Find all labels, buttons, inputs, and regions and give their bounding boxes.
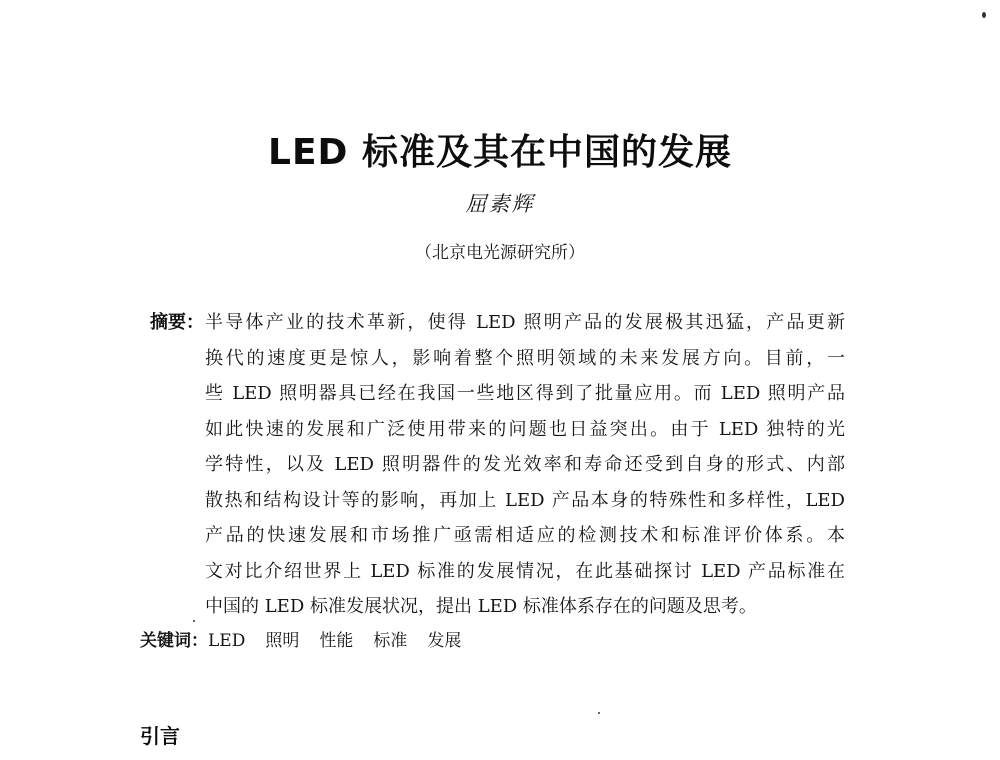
scan-speck xyxy=(193,620,195,622)
author-name: 屈素辉 xyxy=(465,192,535,216)
section-heading-introduction: 引言 xyxy=(140,724,180,748)
abstract-line: 散热和结构设计等的影响，再加上 LED 产品本身的特殊性和多样性，LED xyxy=(205,489,845,511)
keyword: LED xyxy=(208,631,246,651)
abstract-line: 学特性，以及 LED 照明器件的发光效率和寿命还受到自身的形式、内部 xyxy=(205,454,845,475)
paper-title: LED 标准及其在中国的发展 xyxy=(268,132,732,173)
scan-speck xyxy=(982,12,986,18)
abstract-label: 摘要： xyxy=(150,312,204,333)
keyword: 性能 xyxy=(319,631,354,651)
scan-speck xyxy=(598,712,600,714)
abstract-line: 产品的快速发展和市场推广亟需相适应的检测技术和标准评价体系。本 xyxy=(205,525,845,546)
keywords-label: 关键词： xyxy=(140,631,208,651)
abstract-line: 些 LED 照明器具已经在我国一些地区得到了批量应用。而 LED 照明产品 xyxy=(205,383,845,404)
keyword: 发展 xyxy=(427,631,462,651)
author-affiliation: （北京电光源研究所） xyxy=(415,243,585,263)
abstract-line: 半导体产业的技术革新，使得 LED 照明产品的发展极其迅猛，产品更新 xyxy=(205,312,845,333)
keyword: 标准 xyxy=(373,631,408,651)
abstract-line: 换代的速度更是惊人，影响着整个照明领域的未来发展方向。目前，一 xyxy=(205,347,845,369)
abstract-line: 文对比介绍世界上 LED 标准的发展情况，在此基础探讨 LED 产品标准在 xyxy=(205,560,845,582)
abstract-line: 如此快速的发展和广泛使用带来的问题也日益突出。由于 LED 独特的光 xyxy=(205,418,845,440)
keywords-row xyxy=(140,626,481,651)
abstract-body xyxy=(205,305,845,625)
abstract-line: 中国的 LED 标准发展状况，提出 LED 标准体系存在的问题及思考。 xyxy=(205,596,757,617)
keyword: 照明 xyxy=(265,631,300,651)
